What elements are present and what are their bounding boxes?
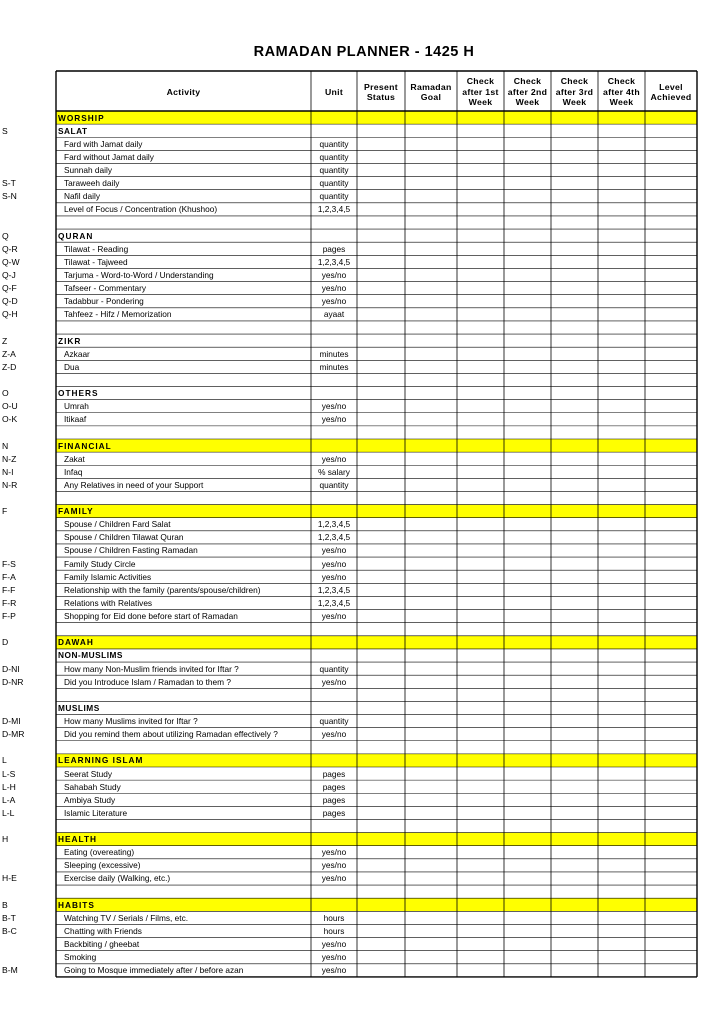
row-code: Q: [2, 230, 9, 241]
row-code: L: [2, 755, 7, 766]
activity-label: Family Islamic Activities: [64, 571, 152, 582]
unit-value: yes/no: [321, 401, 347, 412]
activity-label: Tadabbur - Pondering: [64, 296, 144, 307]
row-code: D-MI: [2, 716, 21, 727]
activity-label: Sleeping (excessive): [64, 860, 141, 871]
row-code: Q-W: [2, 256, 20, 267]
column-header: Ramadan Goal: [410, 81, 452, 102]
row-code: L-A: [2, 794, 16, 805]
unit-value: quantity: [319, 663, 349, 674]
unit-value: quantity: [319, 151, 349, 162]
row-code: B: [2, 899, 8, 910]
row-code: Q-H: [2, 309, 18, 320]
unit-value: 1,2,3,4,5: [317, 532, 351, 543]
page-title: RAMADAN PLANNER - 1425 H: [253, 44, 475, 60]
activity-label: Did you remind them about utilizing Ramadan effectively ?: [64, 729, 278, 740]
activity-label: Tahfeez - Hifz / Memorization: [64, 309, 172, 320]
unit-value: % salary: [318, 466, 350, 477]
activity-label: Fard without Jamat daily: [64, 151, 154, 162]
unit-value: 1,2,3,4,5: [317, 597, 351, 608]
row-code: O-U: [2, 401, 18, 412]
unit-value: yes/no: [321, 873, 347, 884]
section-header: FAMILY: [58, 506, 94, 517]
activity-label: Any Relatives in need of your Support: [64, 479, 204, 490]
row-code: D-NR: [2, 676, 24, 687]
unit-value: yes/no: [321, 965, 347, 976]
activity-label: Did you Introduce Islam / Ramadan to them ?: [64, 676, 231, 687]
row-code: N-I: [2, 466, 14, 477]
unit-value: yes/no: [321, 729, 347, 740]
activity-label: Relationship with the family (parents/spouse/children): [64, 584, 261, 595]
row-code: D: [2, 637, 9, 648]
unit-value: yes/no: [321, 414, 347, 425]
activity-label: Islamic Literature: [64, 807, 128, 818]
unit-value: quantity: [319, 191, 349, 202]
unit-value: quantity: [319, 164, 349, 175]
subsection-header: NON-MUSLIMS: [58, 650, 123, 661]
unit-value: yes/no: [321, 283, 347, 294]
row-code: S-N: [2, 191, 17, 202]
unit-value: yes/no: [321, 269, 347, 280]
row-code: F-R: [2, 597, 17, 608]
unit-value: ayaat: [323, 309, 345, 320]
row-code: N-Z: [2, 453, 17, 464]
row-code: Z-A: [2, 348, 16, 359]
unit-value: pages: [322, 243, 346, 254]
unit-value: 1,2,3,4,5: [317, 204, 351, 215]
activity-label: Sahabah Study: [64, 781, 121, 792]
activity-label: Watching TV / Serials / Films, etc.: [64, 912, 189, 923]
activity-label: How many Muslims invited for Iftar ?: [64, 716, 198, 727]
activity-label: Exercise daily (Walking, etc.): [64, 873, 171, 884]
activity-label: Tafseer - Commentary: [64, 283, 147, 294]
section-header: HABITS: [58, 899, 95, 910]
unit-value: hours: [323, 912, 345, 923]
section-header: OTHERS: [58, 388, 99, 399]
row-code: D-MR: [2, 729, 25, 740]
activity-label: Level of Focus / Concentration (Khushoo): [64, 204, 218, 215]
row-code: L-L: [2, 807, 15, 818]
activity-label: Spouse / Children Fard Salat: [64, 519, 171, 530]
unit-value: yes/no: [321, 847, 347, 858]
unit-value: minutes: [319, 348, 349, 359]
column-header: Present Status: [364, 81, 398, 102]
activity-label: Family Study Circle: [64, 558, 136, 569]
activity-label: Tilawat - Tajweed: [64, 256, 128, 267]
activity-label: Taraweeh daily: [64, 178, 120, 189]
row-code: S-T: [2, 178, 16, 189]
row-code: Q-J: [2, 269, 16, 280]
row-code: F-P: [2, 611, 16, 622]
unit-value: minutes: [319, 361, 349, 372]
activity-label: Zakat: [64, 453, 85, 464]
unit-value: pages: [322, 794, 346, 805]
unit-value: yes/no: [321, 939, 347, 950]
row-code: F-A: [2, 571, 16, 582]
row-code: L-S: [2, 768, 16, 779]
activity-label: Ambiya Study: [64, 794, 116, 805]
row-code: N: [2, 440, 9, 451]
row-code: F-F: [2, 584, 16, 595]
unit-value: yes/no: [321, 453, 347, 464]
row-code: Z-D: [2, 361, 17, 372]
row-code: F-S: [2, 558, 16, 569]
row-code: D-NI: [2, 663, 20, 674]
activity-label: How many Non-Muslim friends invited for Iftar ?: [64, 663, 239, 674]
row-code: Q-F: [2, 283, 17, 294]
column-header: Level Achieved: [650, 81, 692, 102]
unit-value: yes/no: [321, 296, 347, 307]
row-code: S: [2, 125, 8, 136]
section-header: FINANCIAL: [58, 440, 112, 451]
unit-value: 1,2,3,4,5: [317, 584, 351, 595]
row-code: B-T: [2, 912, 16, 923]
activity-label: Tarjuma - Word-to-Word / Understanding: [64, 269, 214, 280]
unit-value: 1,2,3,4,5: [317, 519, 351, 530]
activity-label: Seerat Study: [64, 768, 112, 779]
unit-value: quantity: [319, 479, 349, 490]
unit-value: yes/no: [321, 558, 347, 569]
row-code: N-R: [2, 479, 18, 490]
activity-label: Eating (overeating): [64, 847, 135, 858]
unit-value: quantity: [319, 178, 349, 189]
unit-value: pages: [322, 768, 346, 779]
activity-label: Spouse / Children Fasting Ramadan: [64, 545, 198, 556]
unit-value: yes/no: [321, 952, 347, 963]
section-header: ZIKR: [58, 335, 82, 346]
unit-value: quantity: [319, 138, 349, 149]
column-header: Activity: [166, 86, 201, 97]
unit-value: yes/no: [321, 860, 347, 871]
activity-label: Chatting with Friends: [64, 925, 142, 936]
unit-value: yes/no: [321, 571, 347, 582]
activity-label: Tilawat - Reading: [64, 243, 129, 254]
unit-value: pages: [322, 781, 346, 792]
column-header: Unit: [324, 86, 344, 97]
unit-value: pages: [322, 807, 346, 818]
row-code: O: [2, 388, 9, 399]
column-header: Check after 2nd Week: [507, 76, 548, 107]
row-code: L-H: [2, 781, 16, 792]
row-code: F: [2, 506, 8, 517]
activity-label: Infaq: [64, 466, 83, 477]
activity-label: Relations with Relatives: [64, 597, 153, 608]
row-code: Q-D: [2, 296, 18, 307]
activity-label: Smoking: [64, 952, 97, 963]
section-header: LEARNING ISLAM: [58, 755, 144, 766]
section-header: WORSHIP: [58, 112, 105, 123]
activity-label: Going to Mosque immediately after / before azan: [64, 965, 244, 976]
row-code: H-E: [2, 873, 17, 884]
row-code: Z: [2, 335, 8, 346]
activity-label: Azkaar: [64, 348, 90, 359]
activity-label: Backbiting / gheebat: [64, 939, 140, 950]
section-header: DAWAH: [58, 637, 94, 648]
unit-value: yes/no: [321, 676, 347, 687]
row-code: H: [2, 834, 9, 845]
section-header: HEALTH: [58, 834, 98, 845]
subsection-header: MUSLIMS: [58, 702, 100, 713]
activity-label: Spouse / Children Tilawat Quran: [64, 532, 184, 543]
unit-value: yes/no: [321, 545, 347, 556]
activity-label: Itikaaf: [64, 414, 87, 425]
column-header: Check after 4th Week: [603, 76, 640, 107]
activity-label: Fard with Jamat daily: [64, 138, 143, 149]
column-header: Check after 3rd Week: [555, 76, 594, 107]
column-header: Check after 1st Week: [462, 76, 499, 107]
activity-label: Nafil daily: [64, 191, 100, 202]
unit-value: yes/no: [321, 611, 347, 622]
unit-value: 1,2,3,4,5: [317, 256, 351, 267]
subsection-header: SALAT: [58, 125, 88, 136]
activity-label: Sunnah daily: [64, 164, 112, 175]
activity-label: Umrah: [64, 401, 89, 412]
activity-label: Dua: [64, 361, 80, 372]
unit-value: quantity: [319, 716, 349, 727]
activity-label: Shopping for Eid done before start of Ramadan: [64, 611, 238, 622]
section-header: QURAN: [58, 230, 94, 241]
row-code: B-M: [2, 965, 18, 976]
row-code: B-C: [2, 925, 17, 936]
row-code: Q-R: [2, 243, 18, 254]
unit-value: hours: [323, 925, 345, 936]
row-code: O-K: [2, 414, 18, 425]
